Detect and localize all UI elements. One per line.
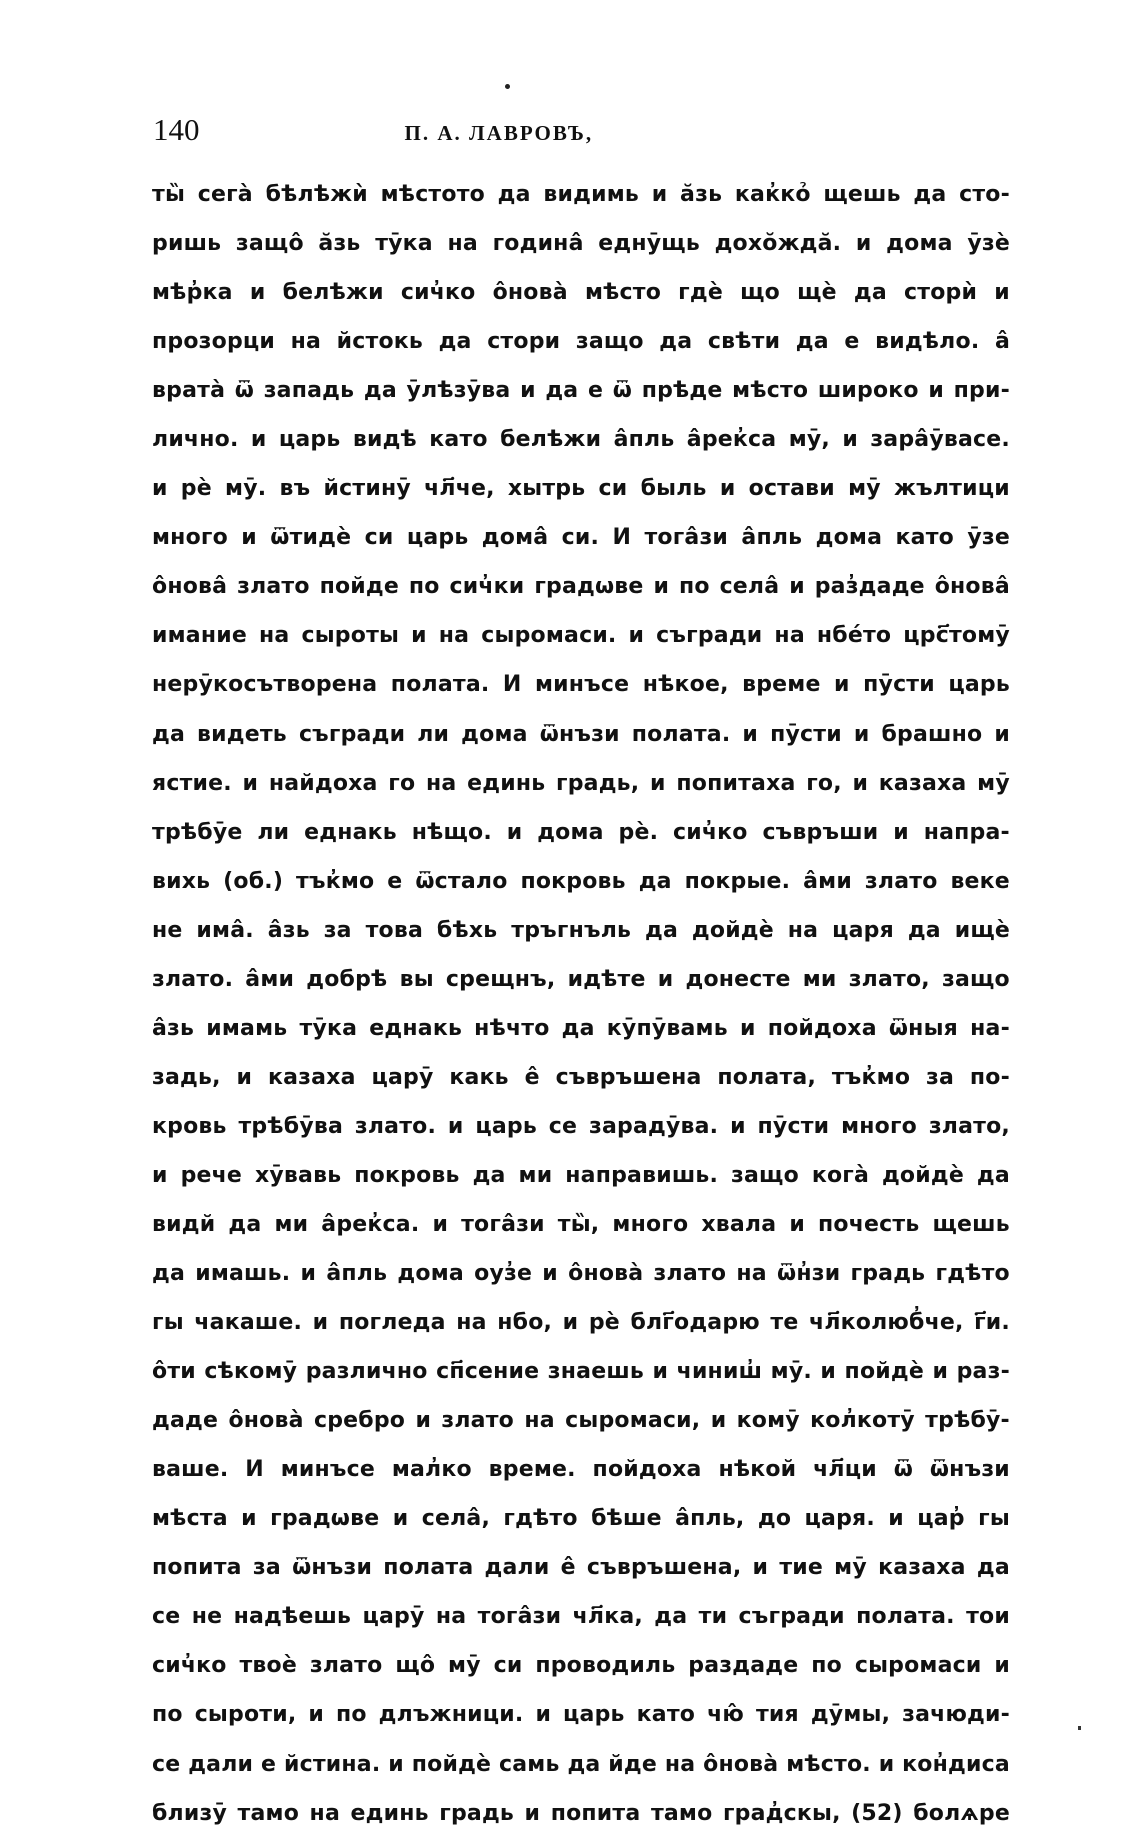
text-line: о̂нова̂ злато пойде по сич̓ки градѡве и по села̂ и раз̓даде о̂нова̂ — [152, 574, 1010, 600]
text-line: ваше. И минъсе мал̓ко време. пойдоха нѣкой чл҃ци ѿ ѿнъзи — [152, 1457, 1010, 1483]
text-line: прозорци на йстокь да стори защо да свѣти да е видѣло. а̂ — [152, 329, 1010, 355]
text-line: мѣр̓ка и белѣжи сич̓ко о̂новà мѣсто гдѐ що щѐ да сторѝ и — [152, 280, 1010, 306]
text-line: трѣбӯе ли еднакь нѣщо. и дома рѐ. сич̓ко съвръши и напра- — [152, 819, 1010, 845]
print-mark — [505, 84, 510, 89]
text-line: о̂ти сѣкомӯ различно сп҃сение знаешь и чиниш̓ мӯ. и пойдѐ и раз- — [152, 1359, 1010, 1385]
text-line: ты̏ сегà бѣлѣжѝ мѣстото да видимь и ӑзь как̓кỏ щешь да сто- — [152, 182, 1010, 207]
text-line: злато. а̂ми добрѣ вы срещнъ, идѣте и донесте ми злато, защо — [152, 966, 1010, 992]
text-line: сич̓ко твоѐ злато що̂ мӯ си проводиль раздаде по сыромаси и — [152, 1653, 1010, 1679]
text-line: не има̂. а̂зь за това бѣхь тръгнъль да дойдѐ на царя да ищѐ — [152, 917, 1010, 943]
print-mark — [1078, 1726, 1081, 1730]
text-line: се дали е йстина. и пойдѐ самь да йде на о̂новà мѣсто. и кон̓диса — [152, 1751, 1010, 1777]
text-line: по сыроти, и по длъжници. и царь като чю̂ тия дӯмы, зачюди- — [152, 1702, 1010, 1728]
page-number: 140 — [153, 112, 200, 147]
text-line: и рѐ мӯ. въ йстинӯ чл҃че, хытрь си быль и остави мӯ жълтици — [152, 476, 1010, 502]
text-line: вратà ѿ западь да ӯлѣзӯва и да е ѿ прѣде мѣсто широко и при- — [152, 378, 1010, 404]
text-line: а̂зь имамь тӯка еднакь нѣчто да кӯпӯвамь и пойдоха ѿныя на- — [152, 1015, 1010, 1041]
text-line: вихь (об.) тък̓мо е ѿстало покровь да покрые. а̂ми злато веке — [152, 868, 1010, 894]
text-line: даде о̂новà сребро и злато на сыромаси, и комӯ кол̓котӯ трѣбӯ- — [152, 1408, 1010, 1434]
text-line: мѣста и градѡве и села̂, гдѣто бѣше а̂пль, до царя. и цар̓ гы — [152, 1506, 1010, 1532]
text-line: ястие. и найдоха го на единь градь, и попитаха го, и казаха мӯ — [152, 770, 1010, 796]
text-line: задь, и казаха царӯ какь е̂ съвръшена полата, тък̓мо за по- — [152, 1064, 1010, 1090]
text-line: гы чакаше. и погледа на нбо, и рѐ блг҃одарю те чл҃колюб̓че, г҃и. — [152, 1310, 1010, 1336]
text-line: и рече хӯвавь покровь да ми направишь. защо когà дойдѐ да — [152, 1162, 1010, 1188]
page-header — [153, 112, 1003, 152]
body-text — [152, 170, 1010, 1838]
text-line: много и ѿтидѐ си царь дома̂ си. И тога̂зи а̂пль дома като ӯзе — [152, 525, 1010, 551]
text-line: имание на сыроты и на сыромаси. и съгради на нбе́то црс҃томӯ — [152, 623, 1010, 649]
text-line: нерӯкосътворена полата. И минъсе нѣкое, време и пӯсти царь — [152, 672, 1010, 698]
text-line: попита за ѿнъзи полата дали е̂ съвръшена, и тие мӯ казаха да — [152, 1555, 1010, 1581]
text-line: кровь трѣбӯва злато. и царь се зарадӯва. и пӯсти много злато, — [152, 1113, 1010, 1139]
text-line: да имашь. и а̂пль дома оуз̓е и о̂новà злато на ѿн̓зи градь гдѣто — [152, 1261, 1010, 1287]
text-line: лично. и царь видѣ като белѣжи а̂пль а̂рек̓са мӯ, и зара̂ӯвасе. — [152, 427, 1010, 453]
text-line: се не надѣешь царӯ на тога̂зи чл҃ка, да ти съгради полата. тои — [152, 1604, 1010, 1630]
running-head: П. А. ЛАВРОВЪ, — [404, 121, 594, 145]
text-line: близӯ тамо на единь градь и попита тамо град̓скы, (52) болѧре — [152, 1800, 1010, 1826]
text-line: ришь защо̂ ӑзь тӯка на година̂ еднӯщь дохо̆ждӑ. и дома ӯзѐ — [152, 231, 1010, 257]
text-line: видй да ми а̂рек̓са. и тога̂зи ты̏, много хвала и почесть щешь — [152, 1211, 1010, 1237]
text-line: да видеть съгради ли дома ѿнъзи полата. и пӯсти и брашно и — [152, 721, 1010, 747]
